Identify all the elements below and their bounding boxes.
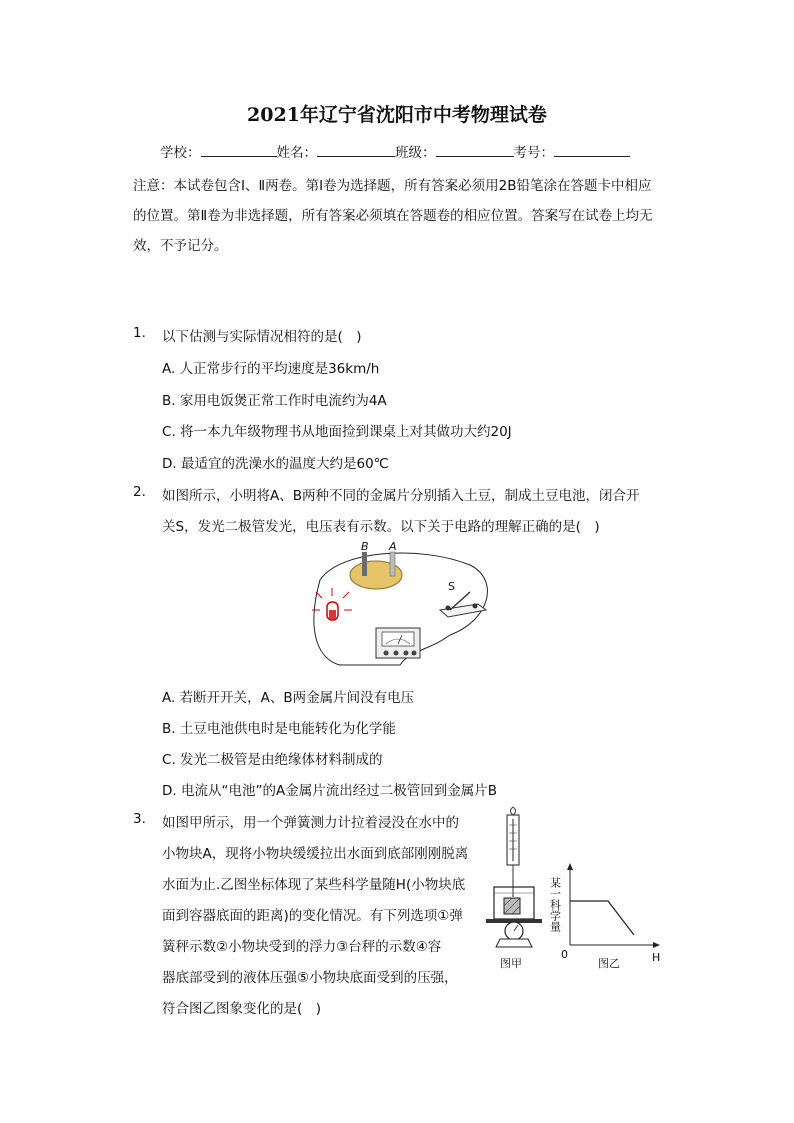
led: [312, 588, 352, 620]
exam-no-label: 考号：: [513, 145, 554, 161]
x-axis-label: H: [652, 951, 661, 964]
question-3-line-6: 器底部受到的液体压强⑤小物块底面受到的压强，: [162, 970, 458, 986]
figure-b-label: 图乙: [598, 957, 620, 970]
school-label: 学校：: [160, 145, 201, 161]
exam-notice: 注意：本试卷包含Ⅰ、Ⅱ两卷。第Ⅰ卷为选择题，所有答案必须用2B铅笔涂在答题卡中相应的位置。第Ⅱ卷为非选择题，所有答案必须填在答题卷的相应位置。答案写在试卷上均无效，不予记分。: [133, 178, 653, 254]
question-2-option-b[interactable]: B. 土豆电池供电时是电能转化为化学能: [162, 721, 396, 737]
label-b: B: [361, 540, 369, 553]
voltmeter: [376, 628, 420, 658]
class-blank[interactable]: [436, 142, 514, 157]
school-blank[interactable]: [201, 142, 277, 157]
question-1-option-b[interactable]: B. 家用电饭煲正常工作时电流约为4A: [162, 393, 387, 409]
question-2-option-c[interactable]: C. 发光二极管是由绝缘体材料制成的: [162, 752, 383, 768]
question-3-number: 3.: [133, 811, 146, 827]
figure-a-label: 图甲: [500, 957, 522, 970]
question-3-line-4: 面到容器底面的距离)的变化情况。有下列选项①弹: [162, 908, 463, 924]
origin-label: 0: [561, 948, 568, 961]
question-3-line-7: 符合图乙图象变化的是( ): [162, 1001, 322, 1017]
figure-b-graph: [567, 863, 660, 948]
question-1-option-d[interactable]: D. 最适宜的洗澡水的温度大约是60℃: [162, 456, 389, 472]
figure-a: [486, 807, 542, 947]
label-a: A: [389, 540, 397, 553]
question-2-option-d[interactable]: D. 电流从“电池”的A金属片流出经过二极管回到金属片B: [162, 783, 497, 799]
question-1-option-c[interactable]: C. 将一本九年级物理书从地面捡到课桌上对其做功大约20J: [162, 424, 512, 440]
class-label: 班级：: [395, 145, 436, 161]
metal-strip-a: [390, 552, 395, 576]
label-s: S: [448, 580, 455, 593]
question-2-number: 2.: [133, 484, 146, 500]
question-1-stem: 以下估测与实际情况相符的是( ): [162, 329, 362, 345]
page-title: 2021年辽宁省沈阳市中考物理试卷: [247, 104, 547, 126]
spring-scale-figure: [478, 805, 663, 985]
question-1-option-a[interactable]: A. 人正常步行的平均速度是36km/h: [162, 361, 380, 377]
question-3-line-2: 小物块A，现将小物块缓缓拉出水面到底部刚刚脱离: [162, 846, 469, 862]
question-2-stem-line2: 关S，发光二极管发光，电压表有示数。以下关于电路的理解正确的是( ): [162, 519, 600, 535]
y-axis-label: 某一科学量: [548, 877, 562, 932]
question-3-line-5: 簧秤示数②小物块受到的浮力③台秤的示数④容: [162, 939, 442, 955]
metal-strip-b: [362, 552, 367, 576]
name-blank[interactable]: [317, 142, 395, 157]
potato-battery-figure: [300, 540, 496, 676]
question-number: 1.: [133, 325, 146, 341]
question-3-line-3: 水面为止.乙图坐标体现了某些科学量随H(小物块底: [162, 877, 466, 893]
question-2-stem-line1: 如图所示，小明将A、B两种不同的金属片分别插入土豆，制成土豆电池，闭合开: [162, 488, 640, 504]
student-info-row: [160, 141, 630, 161]
question-2-option-a[interactable]: A. 若断开开关，A、B两金属片间没有电压: [162, 690, 415, 706]
question-3-line-1: 如图甲所示，用一个弹簧测力计拉着浸没在水中的: [162, 815, 459, 831]
switch: [440, 592, 486, 617]
name-label: 姓名：: [276, 145, 317, 161]
exam-no-blank[interactable]: [554, 142, 630, 157]
